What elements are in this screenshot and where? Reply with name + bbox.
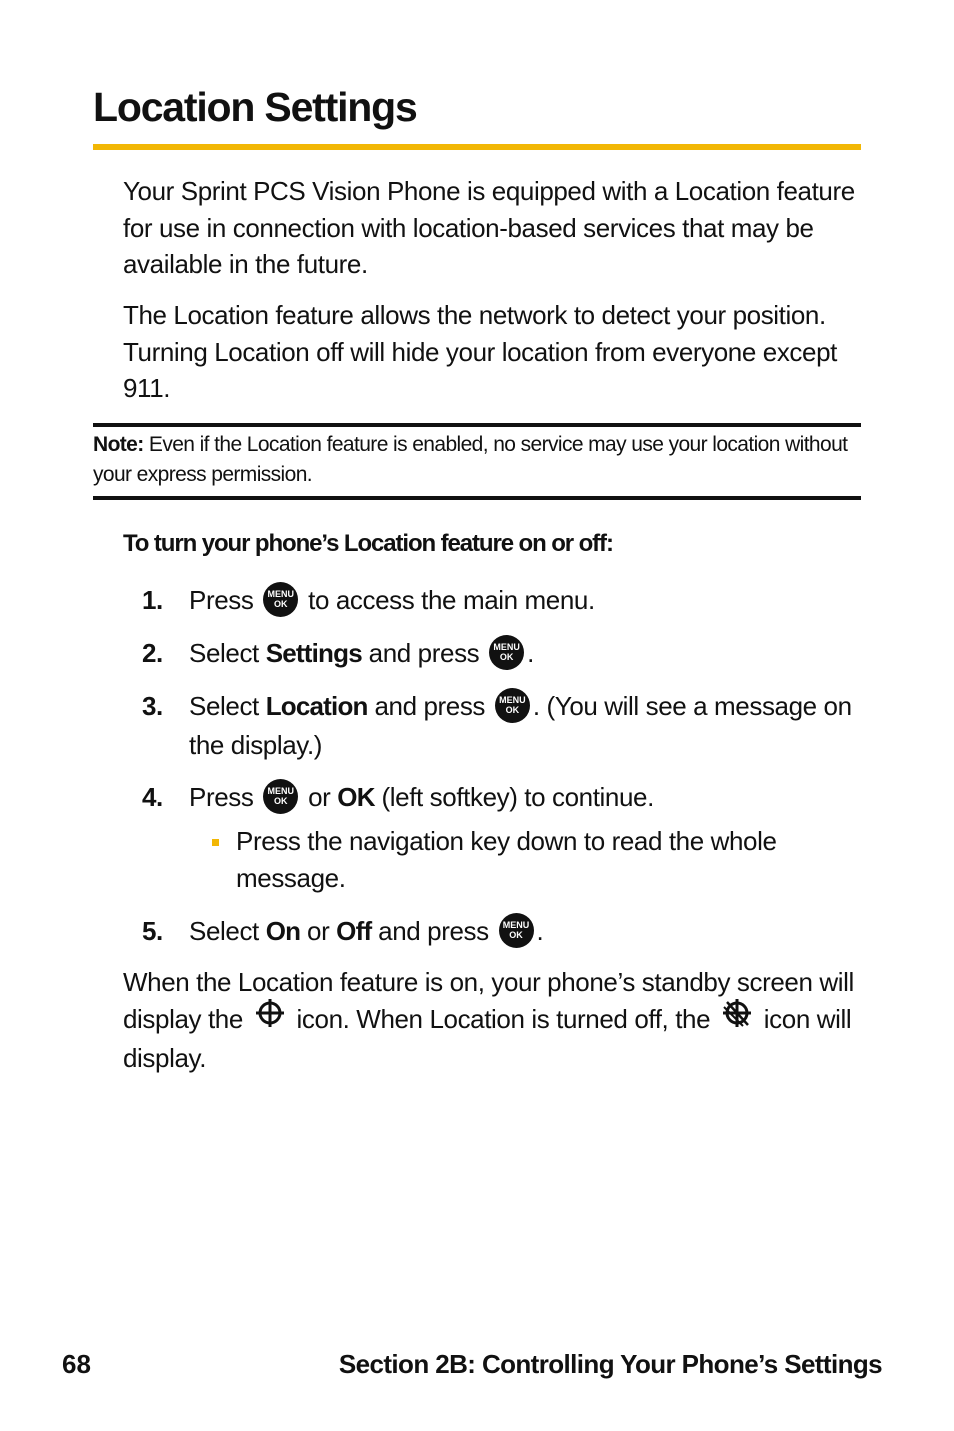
step-text-part: and press bbox=[371, 916, 496, 946]
location-off-icon bbox=[721, 998, 753, 1038]
menu-ok-key-icon bbox=[489, 635, 524, 670]
menu-ok-key-icon bbox=[263, 779, 298, 814]
step-text bbox=[189, 581, 859, 620]
softkey-ok: OK bbox=[337, 782, 375, 812]
step-number: 4. bbox=[142, 782, 163, 812]
menu-ok-key-icon bbox=[495, 688, 530, 723]
note-label: Note: bbox=[93, 433, 144, 456]
step-text-part: Press bbox=[189, 782, 261, 812]
menu-ok-key-icon bbox=[263, 582, 298, 617]
ok-key-label: OK bbox=[499, 651, 514, 662]
location-on-icon bbox=[254, 998, 286, 1038]
step-text-part: and press bbox=[361, 638, 487, 668]
step-text-part: . (You will see a message on the display.) bbox=[189, 691, 852, 760]
step-text-part: or bbox=[301, 782, 338, 812]
menu-key-label: MENU bbox=[267, 785, 295, 796]
ok-key-label: OK bbox=[274, 598, 288, 609]
menu-ok-key-icon bbox=[499, 913, 534, 948]
step-text bbox=[189, 687, 859, 764]
procedure-heading: To turn your phone’s Location feature on or off: bbox=[123, 530, 613, 557]
ok-key-label: OK bbox=[274, 795, 288, 806]
step-text bbox=[189, 634, 859, 673]
intro-paragraph-1: Your Sprint PCS Vision Phone is equipped with a Location feature for use in connection with location-based services that may be available in the future. bbox=[123, 176, 855, 279]
step-text-part: Press bbox=[189, 585, 261, 615]
closing-text-part: icon. When Location is turned off, the bbox=[289, 1003, 717, 1034]
closing-paragraph bbox=[123, 964, 861, 1077]
step-text bbox=[189, 912, 859, 951]
page-number: 68 bbox=[62, 1349, 91, 1379]
title-underline bbox=[93, 144, 861, 150]
step-text-part: . bbox=[536, 916, 544, 946]
bullet-square-icon bbox=[212, 839, 219, 846]
step-text bbox=[189, 778, 859, 817]
menu-key-label: MENU bbox=[502, 919, 530, 930]
step-text-part: Select bbox=[189, 916, 266, 946]
closing-text-part: icon will display. bbox=[123, 1003, 852, 1074]
closing-text-part: When the Location feature is on, your phone’s standby screen will display the bbox=[123, 967, 854, 1034]
ok-key-label: OK bbox=[505, 704, 520, 715]
step-number: 1. bbox=[142, 585, 163, 615]
step-text-part: Select bbox=[189, 691, 266, 721]
intro-paragraph-2: The Location feature allows the network to detect your position. Turning Location off will hide your location from everyone except 911. bbox=[123, 300, 837, 403]
page-title: Location Settings bbox=[93, 84, 417, 130]
menu-option-settings: Settings bbox=[265, 638, 362, 668]
section-title: Section 2B: Controlling Your Phone’s Settings bbox=[338, 1349, 882, 1379]
menu-key-label: MENU bbox=[267, 588, 295, 599]
sub-bullet-text: Press the navigation key down to read the whole message. bbox=[236, 826, 777, 893]
step-text-part: to access the main menu. bbox=[301, 585, 595, 615]
step-text-part: or bbox=[300, 916, 337, 946]
ok-key-label: OK bbox=[509, 929, 523, 940]
step-number: 3. bbox=[142, 691, 163, 721]
menu-option-location: Location bbox=[265, 691, 368, 721]
step-text-part: . bbox=[527, 638, 534, 668]
step-text-part: (left softkey) to continue. bbox=[374, 782, 654, 812]
menu-key-label: MENU bbox=[499, 694, 526, 705]
option-on: On bbox=[265, 916, 301, 946]
step-number: 5. bbox=[142, 916, 163, 946]
step-number: 2. bbox=[142, 638, 163, 668]
option-off: Off bbox=[336, 916, 372, 946]
note-text: Even if the Location feature is enabled, no service may use your location without your express permission. bbox=[93, 433, 848, 486]
note-box bbox=[93, 423, 861, 500]
menu-key-label: MENU bbox=[493, 641, 520, 652]
step-text-part: and press bbox=[367, 691, 492, 721]
step-text-part: Select bbox=[189, 638, 266, 668]
